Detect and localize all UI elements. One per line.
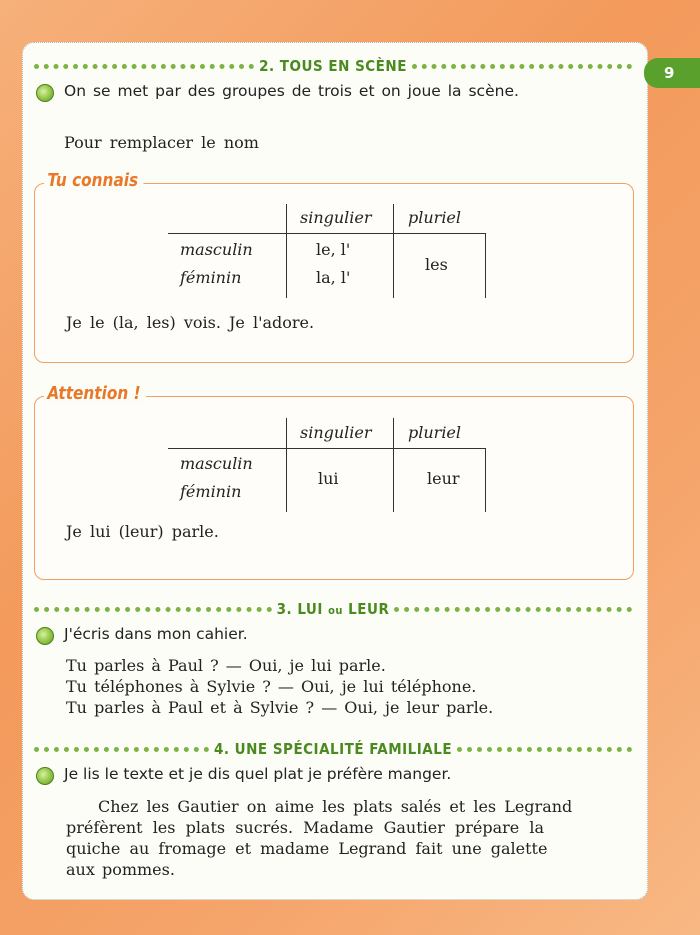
green-bullet-icon [36, 84, 54, 102]
tu-connais-label: Tu connais [44, 170, 143, 191]
section-3-title-end: LEUR [348, 600, 390, 618]
box2-example: Je lui (leur) parle. [66, 522, 219, 541]
section-4-title: 4. UNE SPÉCIALITÉ FAMILIALE [213, 740, 453, 758]
section-3-instruction: J'écris dans mon cahier. [64, 625, 248, 643]
section-2-intro: Pour remplacer le nom [64, 133, 259, 152]
box1-plural: les [425, 255, 448, 274]
dotted-rule [394, 607, 632, 612]
box2-row-masculin: masculin [180, 454, 253, 473]
box2-col-rule [286, 418, 287, 512]
box1-col-rule [286, 204, 287, 298]
box2-header-rule [168, 448, 486, 449]
box1-col-rule [485, 233, 486, 298]
box2-col-singulier: singulier [300, 423, 372, 442]
dotted-rule [34, 64, 254, 69]
attention-label: Attention ! [44, 383, 146, 404]
dotted-rule [412, 64, 632, 69]
dotted-rule [457, 747, 632, 752]
section-3-title-ou: ou [328, 604, 343, 617]
section-4-text-line-1: Chez les Gautier on aime les plats salés et les Legrand [98, 797, 573, 816]
section-2-instruction: On se met par des groupes de trois et on joue la scène. [64, 82, 519, 100]
section-4-text-line-4: aux pommes. [66, 860, 175, 879]
section-4-text-line-2: préfèrent les plats sucrés. Madame Gautier prépare la [66, 818, 544, 837]
section-3-title [272, 600, 395, 618]
box2-col-pluriel: pluriel [408, 423, 462, 442]
section-3-title-num: 3. LUI [276, 600, 323, 618]
green-bullet-icon [36, 627, 54, 645]
box1-row-feminin: féminin [180, 268, 242, 287]
section-3-line-1: Tu parles à Paul ? — Oui, je lui parle. [66, 656, 386, 675]
box1-col-pluriel: pluriel [408, 208, 462, 227]
box2-plural: leur [427, 469, 460, 488]
box1-fem-sing: la, l' [316, 268, 351, 287]
box1-example: Je le (la, les) vois. Je l'adore. [66, 313, 315, 332]
box1-col-rule [393, 204, 394, 298]
page-number: 9 [644, 58, 700, 88]
section-3-line-2: Tu téléphones à Sylvie ? — Oui, je lui téléphone. [66, 677, 477, 696]
box2-singular: lui [318, 469, 339, 488]
section-2-title: 2. TOUS EN SCÈNE [259, 57, 407, 75]
section-4-header [34, 739, 632, 759]
box2-col-rule [393, 418, 394, 512]
section-2-header [34, 56, 632, 76]
box1-row-masculin: masculin [180, 240, 253, 259]
box2-col-rule [485, 448, 486, 512]
section-3-line-3: Tu parles à Paul et à Sylvie ? — Oui, je leur parle. [66, 698, 494, 717]
section-4-instruction: Je lis le texte et je dis quel plat je préfère manger. [64, 765, 452, 783]
box1-masc-sing: le, l' [316, 240, 351, 259]
section-4-text-line-3: quiche au fromage et madame Legrand fait une galette [66, 839, 548, 858]
section-3-header [34, 599, 632, 619]
box2-row-feminin: féminin [180, 482, 242, 501]
dotted-rule [34, 607, 272, 612]
dotted-rule [34, 747, 209, 752]
box1-header-rule [168, 233, 486, 234]
green-bullet-icon [36, 767, 54, 785]
box1-col-singulier: singulier [300, 208, 372, 227]
